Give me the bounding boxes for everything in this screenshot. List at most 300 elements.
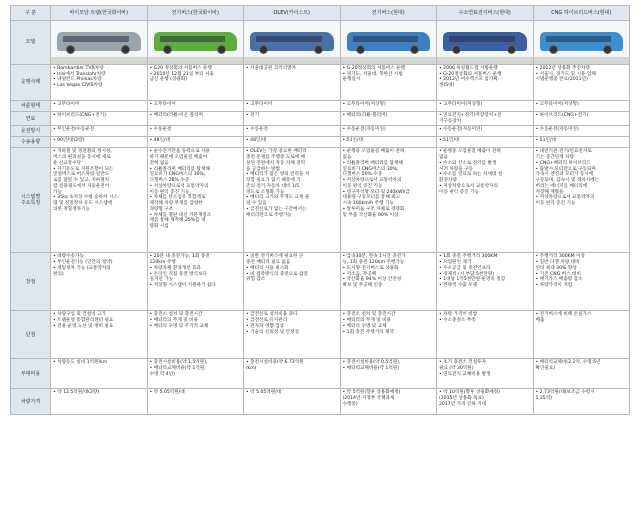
cell-line: • 도시형 전기버스로 상용화 <box>342 265 399 271</box>
cell-line: • 51인/대 <box>535 138 556 144</box>
cell-line: • 배터리의 무게 및 비용 <box>149 318 198 324</box>
cell-line: • 저상차량으로서 교통약자의 <box>149 183 209 189</box>
cell-line: 굴절버스로 버스차량 일반도 <box>53 172 110 178</box>
cell-line: • 약 5억원(향후 상용화예정) <box>342 390 401 396</box>
cell-line: • 배터리(리튬-폴리머) <box>342 113 388 118</box>
row-label-line: 모델 <box>25 39 36 46</box>
road-strip <box>51 57 147 64</box>
cell-line: • 급전선로 설치비용 과다 <box>246 312 298 318</box>
cell-line: • G-20정상회의 셔틀버스 운행 <box>439 71 502 77</box>
table-cell <box>533 389 630 415</box>
cell-line: 이동 편익 증진 기능 <box>149 189 190 195</box>
bus-window <box>256 36 322 42</box>
cell-line: • 기술의 신뢰성 및 안정성 <box>246 329 299 335</box>
cell-line: • 일반 디젤 차량 대비 <box>535 260 580 266</box>
cell-line: 없음 <box>342 155 352 161</box>
cell-line: 을 공급하는 방법 <box>246 166 280 172</box>
road-strip <box>534 57 630 64</box>
cell-line: • 2006 독일월드컵 시범운행 <box>439 66 498 71</box>
col-header: 전기버스(현대) <box>340 6 437 21</box>
table-row <box>11 21 630 65</box>
table-cell <box>147 148 244 253</box>
cell-line: • 출발시 모터만으로 구동되며 <box>535 166 596 172</box>
cell-line: • 수동운전 <box>246 127 268 133</box>
cell-line: • 고무타이어(저상형) <box>535 102 579 107</box>
cell-line: • 전기 <box>246 113 260 118</box>
cell-line: 전혀 없음 <box>149 160 169 166</box>
cell-line: 정도로 소형화 가능 <box>246 189 285 195</box>
cell-line: • 급전선로가 없는 구간에서는 <box>246 206 307 212</box>
cell-line: 능, 1회 충전 120km 주행가능 <box>342 260 405 266</box>
bus-window <box>160 36 226 42</box>
bus-window <box>353 36 419 42</box>
table-cell <box>244 389 341 415</box>
cell-line: • 리튬폴리머 배터리를 탑재해 <box>342 160 403 166</box>
cell-line: • 하이브리드(CNG+전기) <box>535 113 589 118</box>
table-cell <box>437 101 534 112</box>
table-row <box>11 359 630 389</box>
cell-line: 배터리만으로 주행가능 <box>246 212 292 218</box>
table-row <box>11 126 630 137</box>
cell-line: • 알루미늄 구조 차체로 경량화 <box>342 206 405 212</box>
cell-line: • 운행중 오염물질 배출이 전혀 <box>342 149 405 155</box>
cell-line: 및 부품 국산화율 90% 이상 <box>342 212 399 218</box>
cell-line: 하기 때문에 오염물질 배출이 <box>149 155 208 161</box>
cell-line: • 배터리가 많은 양의 전력을 저 <box>246 172 310 178</box>
bus-wheel <box>163 45 172 54</box>
road-strip <box>437 57 533 64</box>
cell-line: • 정밀정차 기능 (교통약자의 <box>53 265 111 271</box>
table-cell <box>147 311 244 359</box>
cell-line: • 차량동도 설비 1억원/km <box>53 360 108 366</box>
cell-line: 로를 달릴 수 있고, 지하철처 <box>53 178 110 184</box>
bus-wheel <box>259 45 268 54</box>
table-cell <box>340 101 437 112</box>
cell-line: • 비 접촉방식의 충전으로 감전 <box>246 271 308 277</box>
cell-line: • 지하철 및 경전철의 정시성, <box>53 149 112 155</box>
row-label <box>11 101 51 112</box>
cell-line: • 약 5.05억원/대 <box>149 390 185 396</box>
cell-line: 재를 통해 제작해 25%를 경 <box>149 218 206 224</box>
cell-line: • 기존 CNG 버스 대비 <box>535 271 581 277</box>
table-cell <box>437 137 534 148</box>
table-cell <box>244 359 341 389</box>
cell-line: • 국산화율 94% 이상 안전성 <box>342 277 402 283</box>
cell-line: 이동 편익 증진 기능 <box>439 189 479 195</box>
cell-line: 없음 <box>439 155 448 161</box>
cell-line: • 48인/대 <box>246 138 267 144</box>
row-label <box>11 253 51 311</box>
cell-line: 설된 전원에서 자동 자체 전력 <box>246 160 306 166</box>
table-row <box>11 137 630 148</box>
cell-line: • 네덜란드 Phileas차량 <box>53 77 102 83</box>
cell-line: • 전용 운영 노선 및 정비 필요 <box>53 323 114 329</box>
table-row <box>11 101 630 112</box>
cell-line: • 차체를 탄소섬유 복합재로 <box>149 195 206 201</box>
bus-wheel <box>66 45 75 54</box>
row-label-line: 시스템별 <box>20 194 41 201</box>
cell-line: • 일반 전기버스에 필요한 큰 <box>246 254 304 260</box>
bus-wheel <box>549 45 558 54</box>
cell-line: • 무인운전/수동운전 <box>53 127 95 133</box>
cell-line: 존의 전기 자동차 대비 1/5 <box>246 183 300 189</box>
table-cell <box>340 112 437 126</box>
table-cell <box>244 101 341 112</box>
header-row <box>11 6 630 21</box>
bus-photo <box>340 21 437 65</box>
cell-line: • 수소공급 및 충전인프라 <box>439 265 491 271</box>
cell-line: • 51인/대 <box>439 138 460 144</box>
cell-line: • 고무타이어 <box>149 102 176 107</box>
cell-line: • 경기도, 서울대, 북한산 시범 <box>342 71 403 77</box>
row-label <box>11 389 51 415</box>
cell-line: 시범운행중 완료(2011년) <box>535 77 588 83</box>
table-cell <box>340 253 437 311</box>
table-cell <box>147 101 244 112</box>
cell-line: 제작해 차량 무게를 감량한 <box>149 201 203 207</box>
col-header: OLEV(카이스트) <box>244 6 341 21</box>
row-label-line: 운전방식 <box>20 128 41 135</box>
row-label <box>11 137 51 148</box>
cell-line: 환경차량 <box>439 178 457 184</box>
cell-line: • 48인/대 <box>149 138 170 144</box>
cell-line: • 수동운전(자동미연) <box>439 127 483 133</box>
cell-line: • 연료전지+전기(저장장치+전 <box>439 113 502 118</box>
row-label-line: 주요특징 <box>20 200 41 207</box>
table-cell <box>437 253 534 311</box>
bus-image <box>57 32 141 51</box>
table-row <box>11 253 630 311</box>
cell-line: • 저소음, 무공해 <box>342 271 377 277</box>
row-label <box>11 21 51 65</box>
table-cell <box>147 112 244 126</box>
cell-line: 디젤버스 50% 수준 <box>342 172 383 178</box>
bus-window <box>63 36 129 42</box>
cell-line: • 20분 내 충전가능, 1회 충전 <box>149 254 210 260</box>
cell-line: • 고무타이어 <box>246 102 273 107</box>
cell-line: • 고무타이어(저상형) <box>439 102 483 107</box>
cell-line: • 2010년 12월 21일 부터 서울 <box>149 71 214 77</box>
cell-line: • 2012년 여수엑스포 참가확 <box>439 77 498 83</box>
cell-line: 배출 <box>535 318 545 324</box>
table-cell <box>244 126 341 137</box>
cell-line: • 차량자체 환경개선 효과 <box>149 265 201 271</box>
cell-line: 의한 정밀정차기능 <box>53 206 90 212</box>
bus-image <box>154 32 238 51</box>
cell-line: 정(5대) <box>439 83 455 89</box>
bus-image <box>347 32 431 51</box>
bus-window <box>546 36 612 42</box>
cell-line: • Las Vegas CIVIS차량 <box>53 83 103 89</box>
row-label-line: 연료 <box>25 115 36 122</box>
cell-line: 필요 (약 30억원) <box>439 366 474 372</box>
table-cell <box>244 65 341 101</box>
cell-line: • 고무타이어(저상형) <box>342 102 386 107</box>
bus-image <box>443 32 527 51</box>
cell-line: • 초기 충전소 건설투자 <box>439 360 487 366</box>
table-cell <box>437 359 534 389</box>
cell-line: • 경제적 (시 부담 5천만원) <box>439 271 494 277</box>
cell-line: • G-20정상회의 셔틀버스 운행 <box>342 66 406 71</box>
table-cell <box>147 389 244 415</box>
cell-line: • 고무타이어 <box>53 102 80 107</box>
table-cell <box>51 65 148 101</box>
table-cell <box>437 112 534 126</box>
cell-line: • 약 12.5억원/대(2량) <box>53 390 100 396</box>
cell-line: 디젤버스 28% 수준 <box>149 178 190 184</box>
row-label <box>11 112 51 126</box>
cell-line: 일 수 있음 <box>246 201 267 207</box>
cell-line: • 자기유도로 지원조향이 되는 <box>53 166 114 172</box>
cell-line: • Irisi에서 Translohr차량 <box>53 71 106 77</box>
cell-line: 확인필요) <box>535 366 556 372</box>
cell-line: • 차량 가격이 비쌈 <box>439 312 478 318</box>
cell-line: 운 신교통수단 <box>53 160 82 166</box>
cell-line: 시속 100km/h 주행 가능 <box>342 201 394 207</box>
bus-photo <box>244 21 341 65</box>
bus-wheel <box>356 45 365 54</box>
cell-line: • 차량가격이 저렴 <box>535 283 573 289</box>
cell-line: 템 및 정밀정차 유도 시스템에 <box>53 201 113 207</box>
table-cell <box>533 359 630 389</box>
cell-line: 실지연 가능 <box>149 277 174 283</box>
cell-line: • 수소를 연료로 하는 차세대 친 <box>439 172 503 178</box>
row-label-line: 부대비용 <box>20 370 41 377</box>
cell-line: • 1회 충전 주행거리 제약 <box>342 329 394 335</box>
cell-line: (2015년 상용화 목표) <box>439 396 484 402</box>
table-cell <box>147 65 244 101</box>
table-cell <box>533 112 630 126</box>
cell-line: • CNG+배터리 하이브리드 <box>535 160 591 166</box>
row-label-line: 단점 <box>25 331 36 338</box>
row-label-line: 장점 <box>25 278 36 285</box>
cell-line: 럼 전용궤도에서 자동운전이 <box>53 183 110 189</box>
cell-line: • 연료전지 교체비용 발생 <box>439 371 491 377</box>
table-cell <box>340 359 437 389</box>
table-cell <box>51 389 148 415</box>
cell-line: 가속시 엔진과 모터가 동시에 <box>535 172 594 178</box>
cell-line: • 충전시설비용(약 0.5억원), <box>342 360 401 366</box>
cell-line: • 배터리 수명 및 교체 <box>342 323 387 329</box>
cell-line: • Bombardier TVR차량 <box>53 66 104 71</box>
table-cell <box>51 253 148 311</box>
cell-line: 이동 편익 증진 기능 <box>342 183 383 189</box>
cell-line: 연비 최대 30% 향상 <box>535 265 577 271</box>
row-label-line: 운행사례 <box>20 79 41 86</box>
table-cell <box>533 148 630 253</box>
bus-window <box>449 36 515 42</box>
comparison-table <box>10 5 630 415</box>
bus-photo <box>51 21 148 65</box>
cell-line: 구동되며, 감속시 및 정차시에는 <box>535 178 600 184</box>
cell-line: • 운행중 오염물질 배출이 전혀 <box>439 149 501 155</box>
table-cell <box>437 389 534 415</box>
cell-line: • 대량수송가능 <box>53 254 84 260</box>
bus-photo <box>533 21 630 65</box>
table-cell <box>51 148 148 253</box>
road-strip <box>244 57 340 64</box>
cell-line: • 저상차량으로서 교통약자의 <box>535 195 595 201</box>
cell-line: • 무인운전가능 (인간의 절약) <box>53 260 113 266</box>
cell-line: 이동 편익 증진 기능 <box>535 201 576 207</box>
cell-line: 운행실시 <box>342 77 361 83</box>
bus-image <box>250 32 334 51</box>
cell-line: • 급속30분, 완속 1시간 충전가 <box>342 254 406 260</box>
cell-line: • 수동운전(자동미연) <box>342 127 386 133</box>
cell-line: • 전자파 영향 검증 <box>246 323 285 329</box>
cell-line: • 급전선로 유지관리 <box>246 318 288 324</box>
cell-line: • 주행거리 300KM 이상 <box>535 254 585 260</box>
cell-line: 120km 주행 <box>149 260 176 266</box>
cell-line: • 배터리의 무게 및 비용 <box>342 318 391 324</box>
cell-line: 충전 문제를 주행중 도로에 매 <box>246 155 306 161</box>
corner-header: 구 분 <box>11 6 51 21</box>
row-label-line: 차량가격 <box>20 398 41 405</box>
cell-line: • 배기가스 배출량 감소 <box>535 277 583 283</box>
cell-line: 경량형 구조 <box>149 206 174 212</box>
cell-line: • 저상형 시스템이 지원하기 쉽다 <box>149 283 216 289</box>
cell-line: • 차체를 철판 대신 카본재질소 <box>149 212 212 218</box>
cell-line: 저장해 재활용 <box>535 189 564 195</box>
cell-line: • 서울시, 경기도 및 시용 업체 <box>535 71 596 77</box>
table-cell <box>437 126 534 137</box>
row-label <box>11 126 51 137</box>
cell-line: • 51인/대 <box>342 138 363 144</box>
cell-line: • 수동운전 <box>149 127 172 133</box>
table-cell <box>147 137 244 148</box>
cell-line: 연료비가 CNG버스의 30%, <box>149 172 206 178</box>
cell-line: /km) <box>246 366 257 372</box>
cell-line: • 2012년 상용화 추진차량 <box>535 66 590 71</box>
table-cell <box>51 311 148 359</box>
bus-wheel <box>452 45 461 54</box>
row-label <box>11 311 51 359</box>
cell-line: • 충전시설비용(약 6.73억원 <box>246 360 304 366</box>
cell-line: • 충전시설비용(약 1.5억원), <box>149 360 208 366</box>
cell-line: 수명 약 4년) <box>149 371 175 377</box>
table-cell <box>340 65 437 101</box>
cell-line: 연료비가 CNG버스의 30%, <box>342 166 399 172</box>
cell-line: 기는 중간단계 차량 <box>535 155 574 161</box>
bus-wheel <box>121 45 130 54</box>
cell-line: • 영구자석형 모터 및 240kWh급 <box>342 189 410 195</box>
col-header: 전기버스(한국화이바) <box>147 6 244 21</box>
cell-line: • 순수전기만을 동력으로 사용 <box>149 149 210 155</box>
cell-line: • 배터리 크기와 무게도 크게 줄 <box>246 195 310 201</box>
cell-line: • 저상차량으로서 교통약자의 <box>439 183 498 189</box>
cell-line: • 수소와 산소로 전기를 발생 <box>439 160 497 166</box>
bus-wheel <box>603 45 612 54</box>
table-cell <box>533 253 630 311</box>
table-cell <box>51 112 148 126</box>
cell-line: • 배터리 사용 최소화 <box>246 265 289 271</box>
table-cell <box>437 311 534 359</box>
row-label <box>11 148 51 253</box>
table-cell <box>147 359 244 389</box>
cell-line: 편의) <box>53 271 64 277</box>
table-cell <box>244 148 341 253</box>
cell-line: • 1회 충전 주행거리 300KM <box>439 254 498 260</box>
bus-wheel <box>507 45 516 54</box>
table-cell <box>244 137 341 148</box>
cell-line: • 약 10억원(향후 상용화예정) <box>439 390 500 396</box>
cell-line: • 2.73억원/대(보조금 수령시 <box>535 390 595 396</box>
table-cell <box>533 137 630 148</box>
cell-line: • 35㎞ 초저상 수평 승하차 시스 <box>53 195 118 201</box>
cell-line: 위험 감소 <box>246 277 266 283</box>
table-cell <box>533 65 630 101</box>
cell-line: • 전략적 수출 모델 <box>439 283 478 289</box>
cell-line: 장할 필요가 없기 때문에 기 <box>246 178 301 184</box>
table-cell <box>51 101 148 112</box>
cell-line: 량화 시킴 <box>149 224 169 230</box>
table-body <box>11 21 630 415</box>
col-header: CNG 하이브리드버스(현대) <box>533 6 630 21</box>
cell-line: • 하이브리드(CNG+전기) <box>53 113 106 118</box>
row-label-line: 차륜형태 <box>20 102 41 109</box>
table-cell <box>340 137 437 148</box>
cell-line: 수행중) <box>342 401 358 407</box>
cell-line: • 배터리(리튬-이온 폴리머 <box>149 113 203 118</box>
cell-line: 기구동장치 <box>439 118 462 124</box>
cell-line: • G20 정상회의 셔틀버스 운행 <box>149 66 212 71</box>
table-cell <box>340 389 437 415</box>
cell-line: • 충전소 설치 및 충전시간 <box>342 312 396 318</box>
cell-line: • 전기버스에 비해 온실가스 <box>535 312 592 318</box>
bus-image <box>540 32 624 51</box>
cell-line: • 리튬폴리머 배터리를 탑재해 <box>149 166 210 172</box>
col-header: 수소연료전지버스(현대) <box>437 6 534 21</box>
cell-line: • 배터리교체비용(약 1억원, <box>149 366 206 372</box>
table-cell <box>51 137 148 148</box>
table-cell <box>340 126 437 137</box>
cell-line: • 충전소 설치 및 충전시간 <box>149 312 203 318</box>
cell-line: • 온라인 직접 충전 방식보다 <box>149 271 207 277</box>
cell-line: • 서울대공원 코끼리열차 <box>246 66 297 71</box>
bus-wheel <box>410 45 419 54</box>
table-row <box>11 389 630 415</box>
cell-line: • 배터리교체비용(약 1억원) <box>342 366 400 372</box>
cell-line: • 배터리교체비(2.1억, 수명 5년 <box>535 360 601 366</box>
cell-line: • 수동운전(자동미연) <box>535 127 579 133</box>
cell-line: 남산 운행 (상용화) <box>149 77 188 83</box>
cell-line: • 저상차량으로서 교통약자의 <box>342 178 402 184</box>
table-row <box>11 311 630 359</box>
row-label <box>11 65 51 101</box>
cell-line: • 1대당 1억5천만원 운영비 절감 <box>439 277 506 283</box>
cell-line: 충전 배터리 필요 없음 <box>246 260 291 266</box>
table-cell <box>340 148 437 253</box>
table-cell <box>147 126 244 137</box>
cell-line: • 트램운영 통합관리센터 필요 <box>53 318 114 324</box>
bus-photo <box>147 21 244 65</box>
cell-line: • 내연기관-전기/연료전지로 <box>535 149 592 155</box>
table-cell <box>533 126 630 137</box>
cell-line: • 배터리 수명 및 주기적 교체 <box>149 323 209 329</box>
row-label-line: 수송용량 <box>20 139 41 146</box>
table-cell <box>244 311 341 359</box>
cell-line: (2014년 지경부 국책과제 <box>342 396 395 402</box>
road-strip <box>148 57 244 64</box>
table-cell <box>533 101 630 112</box>
bus-wheel <box>217 45 226 54</box>
cell-line: • 약 5.05억원/대 <box>246 390 282 396</box>
cell-line: • 수소충전소 부족 <box>439 318 476 324</box>
cell-line: 확보 및 무공해 인증 <box>342 283 383 289</box>
table-cell <box>437 65 534 101</box>
road-strip <box>341 57 437 64</box>
row-label <box>11 359 51 389</box>
